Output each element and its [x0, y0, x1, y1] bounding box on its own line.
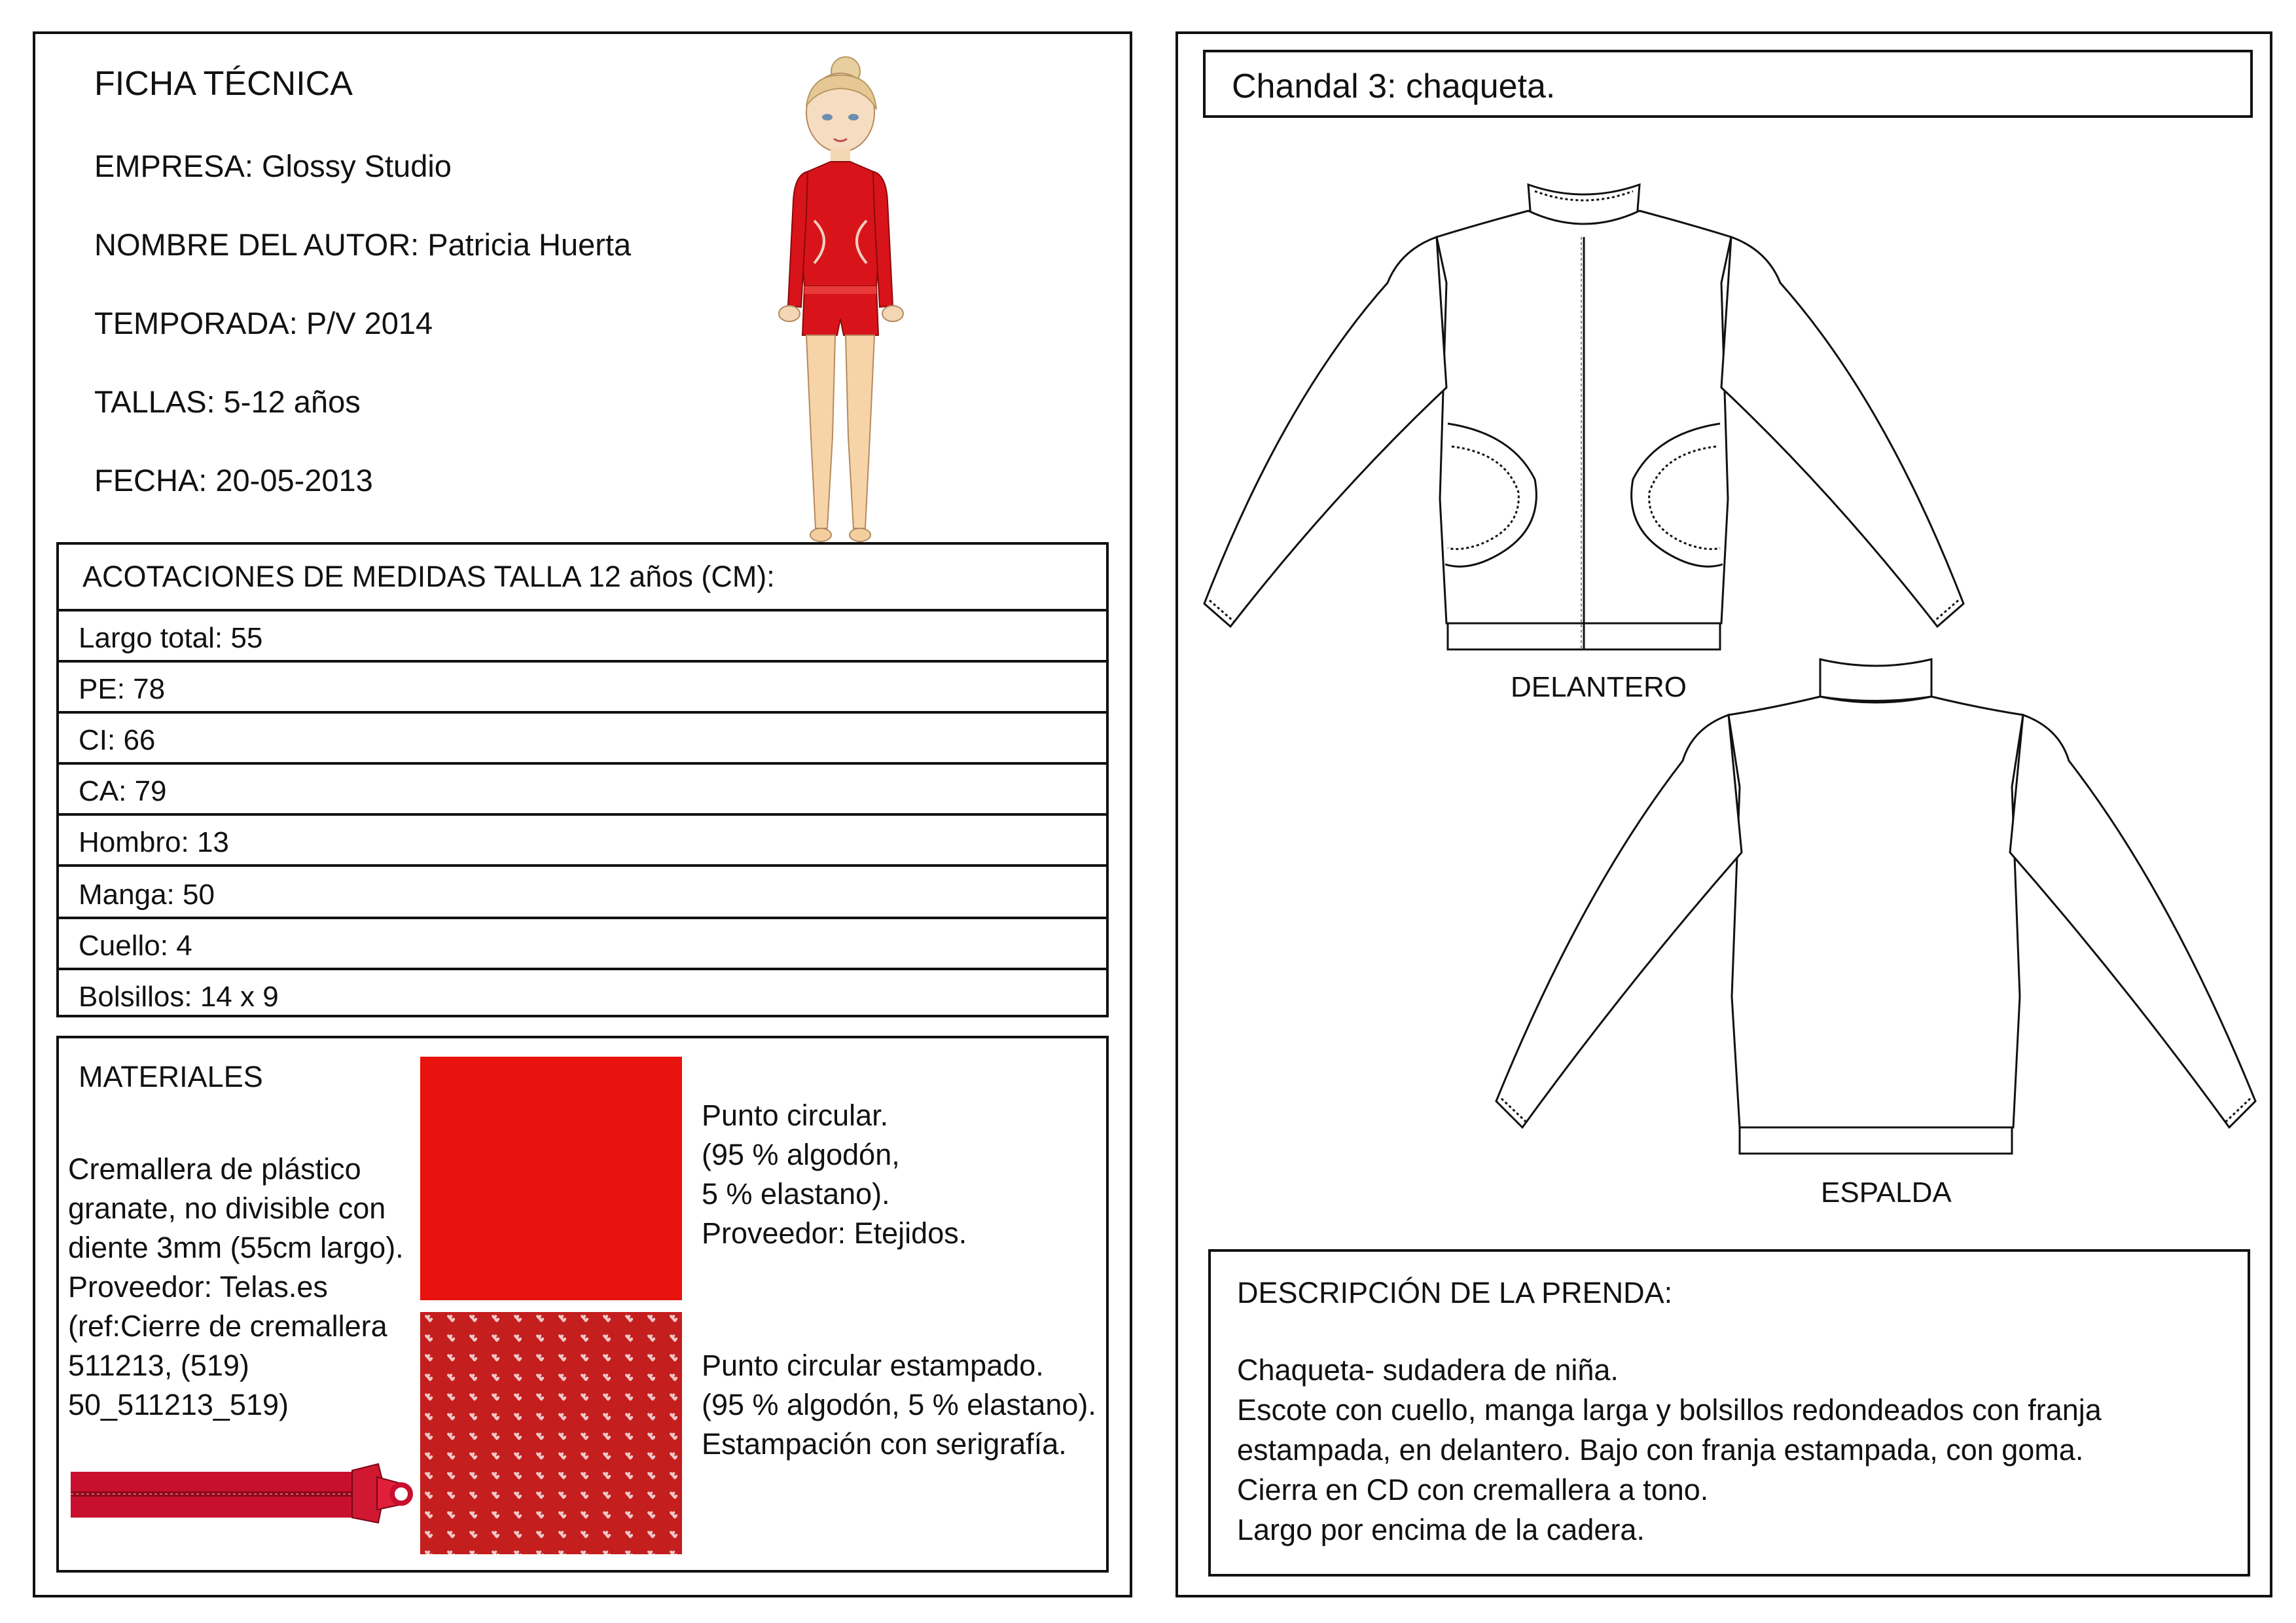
date-field: FECHA: 20-05-2013: [94, 463, 373, 498]
materials-title: MATERIALES: [79, 1060, 263, 1093]
right-panel: [1175, 31, 2272, 1597]
materials-section: [56, 1036, 1109, 1573]
measurement-value: Cuello: 4: [79, 930, 192, 962]
fabric-swatch-plain: [420, 1057, 682, 1300]
model-illustration-icon: [729, 44, 952, 548]
company-field: EMPRESA: Glossy Studio: [94, 149, 452, 183]
measurement-value: Hombro: 13: [79, 826, 229, 858]
fabric2-description: Punto circular estampado. (95 % algodón, 5 % elastano). Estampación con serigrafía.: [702, 1349, 1096, 1461]
table-row: [59, 968, 1106, 1017]
fabric-swatch-printed: [420, 1312, 682, 1554]
measurement-value: CA: 79: [79, 775, 167, 807]
description-box: [1208, 1249, 2250, 1577]
left-panel: [33, 31, 1132, 1597]
measurement-value: Bolsillos: 14 x 9: [79, 981, 279, 1013]
description-title: DESCRIPCIÓN DE LA PRENDA:: [1237, 1276, 1673, 1309]
description-text: Chaqueta- sudadera de niña. Escote con cuello, manga larga y bolsillos redondeados con franja estampada, en delantero. Bajo con franja estampada, con goma. Cierra en CD con cremallera a tono. Largo por encima de la cadera.: [1237, 1353, 2102, 1546]
zipper-icon: [71, 1457, 418, 1529]
garment-title-box: [1203, 50, 2253, 118]
author-field: NOMBRE DEL AUTOR: Patricia Huerta: [94, 227, 632, 262]
season-field: TEMPORADA: P/V 2014: [94, 306, 433, 340]
measurements-title: ACOTACIONES DE MEDIDAS TALLA 12 años (CM):: [82, 560, 775, 593]
zipper-description: Cremallera de plástico granate, no divisible con diente 3mm (55cm largo). Proveedor: Telas.es (ref:Cierre de cremallera 511213, (519) 50_511213_519): [68, 1152, 404, 1421]
measurement-value: Manga: 50: [79, 879, 215, 911]
table-row: [59, 609, 1106, 660]
measurement-value: PE: 78: [79, 673, 166, 705]
table-row: [59, 660, 1106, 711]
table-row: [59, 813, 1106, 864]
garment-title: Chandal 3: chaqueta.: [1232, 67, 1556, 105]
jacket-front-icon: [1204, 152, 1977, 676]
fabric1-description: Punto circular. (95 % algodón, 5 % elastano). Proveedor: Etejidos.: [702, 1099, 967, 1250]
front-label: DELANTERO: [1511, 671, 1687, 703]
back-label: ESPALDA: [1821, 1176, 1952, 1209]
measurement-value: CI: 66: [79, 724, 156, 756]
measurements-table: [56, 542, 1109, 1017]
page-title: FICHA TÉCNICA: [94, 65, 353, 103]
sizes-field: TALLAS: 5-12 años: [94, 384, 361, 419]
table-row: [59, 864, 1106, 917]
measurement-value: Largo total: 55: [79, 622, 263, 654]
jacket-back-icon: [1496, 656, 2269, 1180]
table-row: [59, 711, 1106, 762]
table-row: [59, 762, 1106, 813]
table-row: [59, 917, 1106, 968]
